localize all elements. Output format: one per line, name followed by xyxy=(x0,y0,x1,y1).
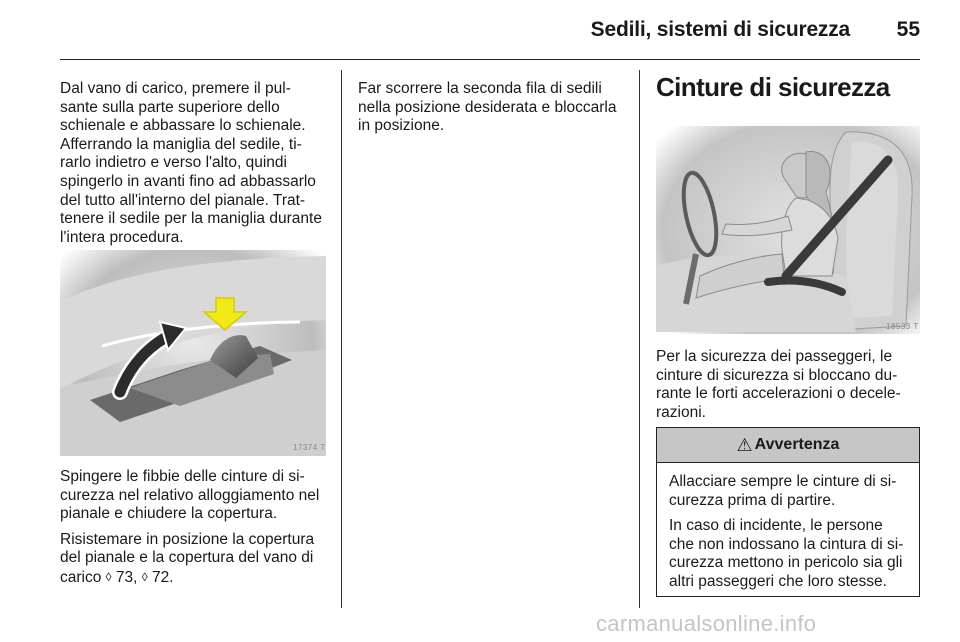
warning-box xyxy=(656,427,920,597)
figure-code-1: 17374 T xyxy=(293,443,326,452)
driver-seatbelt-drawing xyxy=(656,126,920,334)
section-title: Cinture di sicurezza xyxy=(656,72,890,102)
warning-paragraph-1: Allacciare sempre le cinture di si-curezza prima di partire. xyxy=(669,473,897,509)
column-divider-1 xyxy=(341,70,342,608)
seat-folding-drawing xyxy=(60,250,326,456)
warning-body xyxy=(657,463,919,592)
site-watermark: carmanualsonline.info xyxy=(596,611,817,636)
warning-title: Avvertenza xyxy=(754,436,840,453)
column-1-bottom xyxy=(60,468,326,595)
header-divider xyxy=(60,59,920,60)
warning-header xyxy=(657,428,919,463)
column-divider-2 xyxy=(639,70,640,608)
instruction-paragraph: Dal vano di carico, premere il pul-sante sulla parte superiore dello schienale e abbassare lo schienale. Afferrando la maniglia del sedile, ti-rarlo indietro e verso l'alto, quindi spingerlo in avanti fino ad abbassarlo del tutto all'interno del pianale. Trat-tenere il sedile per la maniglia durante l'intera procedura. xyxy=(60,80,322,246)
page-number: 55 xyxy=(896,18,920,41)
instruction-paragraph-3: Risistemare in posizione la copertura del pianale e la copertura del vano di carico ◊ 73, ◊ 72. xyxy=(60,530,315,586)
page-ref-link[interactable]: 72 xyxy=(152,568,170,586)
figure-code-2: 18533 T xyxy=(886,322,919,331)
column-2 xyxy=(358,80,626,143)
seat-folding-illustration xyxy=(60,250,326,456)
column-3-text xyxy=(656,348,918,429)
paragraph-text: Risistemare in posizione la copertura del pianale e la copertura del vano di carico xyxy=(60,530,315,586)
page-ref-link[interactable]: 73 xyxy=(115,568,134,586)
instruction-paragraph-2: Spingere le fibbie delle cinture di si-curezza nel relativo alloggiamento nel pianale e chiudere la copertura. xyxy=(60,468,320,523)
warning-triangle-icon: ⚠ xyxy=(736,434,753,455)
info-paragraph: Per la sicurezza dei passeggeri, le cinture di sicurezza si bloccano du-rante le forti accelerazioni o decele-razioni. xyxy=(656,348,901,421)
warning-paragraph-2: In caso di incidente, le persone che non indossano la cintura di si-curezza mettono in pericolo sia gli altri passeggeri che loro stesse. xyxy=(669,517,904,590)
page-ref-icon: ◊ xyxy=(105,569,112,584)
page-title: Sedili, sistemi di sicurezza xyxy=(590,18,850,41)
column-1-top xyxy=(60,80,326,254)
seatbelt-illustration xyxy=(656,126,920,334)
page-ref-icon: ◊ xyxy=(141,569,148,584)
instruction-paragraph: Far scorrere la seconda fila di sedili nella posizione desiderata e bloccarla in posizione. xyxy=(358,80,617,135)
